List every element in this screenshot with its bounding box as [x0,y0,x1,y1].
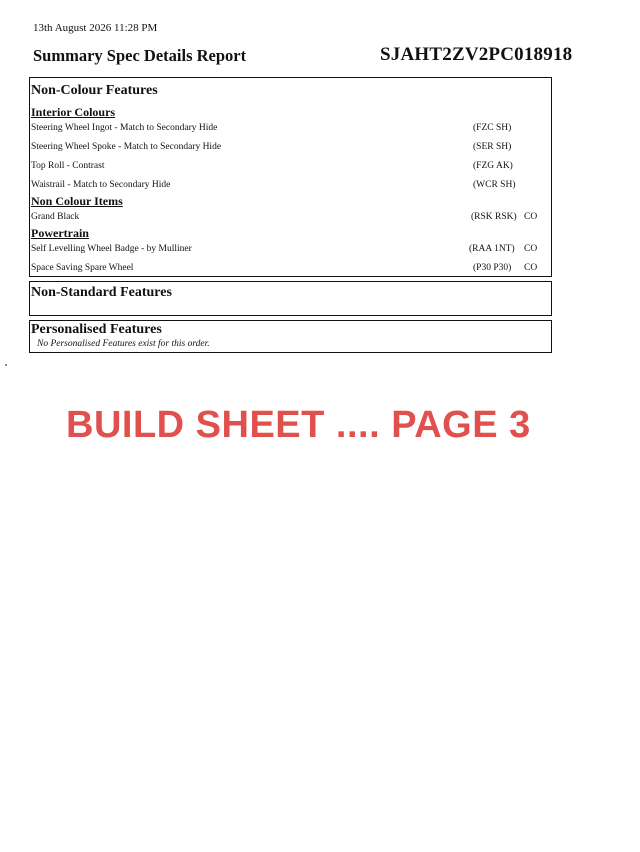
report-title: Summary Spec Details Report [33,46,247,65]
spec-row-code: (RAA 1NT) [469,244,515,254]
section-heading-personalised: Personalised Features [31,322,162,337]
spec-row-code: (SER SH) [473,142,512,152]
vin-number: SJAHT2ZV2PC018918 [380,44,573,65]
spec-row-code: (FZG AK) [473,161,513,171]
spec-row-label: Waistrail - Match to Secondary Hide [31,180,171,190]
personalised-features-box [29,320,552,353]
build-sheet-banner: BUILD SHEET .... PAGE 3 [66,404,531,446]
non-colour-features-box [29,77,552,277]
section-heading-non-standard: Non-Standard Features [31,285,172,300]
spec-row-code: (WCR SH) [473,180,516,190]
group-heading-non-colour-items: Non Colour Items [31,194,123,208]
group-heading-interior-colours: Interior Colours [31,105,116,119]
spec-row-label: Steering Wheel Ingot - Match to Secondary Hide [31,123,218,133]
spec-row-code: (P30 P30) [473,263,512,273]
spec-row-label: Grand Black [31,212,80,222]
spec-row-label: Steering Wheel Spoke - Match to Secondary Hide [31,142,222,152]
section-heading-non-colour: Non-Colour Features [31,83,158,98]
spec-row-flag: CO [524,244,538,254]
spec-row-label: Self Levelling Wheel Badge - by Mulliner [31,244,192,254]
group-heading-powertrain: Powertrain [31,226,89,240]
spec-row-label: Top Roll - Contrast [31,161,105,171]
spec-row-flag: CO [524,212,538,222]
scan-speck [5,364,7,366]
spec-row-code: (FZC SH) [473,123,512,133]
spec-row-label: Space Saving Spare Wheel [31,263,134,273]
spec-row-code: (RSK RSK) [471,212,517,222]
non-standard-features-box [29,281,552,316]
report-timestamp: 13th August 2026 11:28 PM [33,22,158,34]
spec-row-flag: CO [524,263,538,273]
personalised-features-note: No Personalised Features exist for this order. [37,339,210,349]
